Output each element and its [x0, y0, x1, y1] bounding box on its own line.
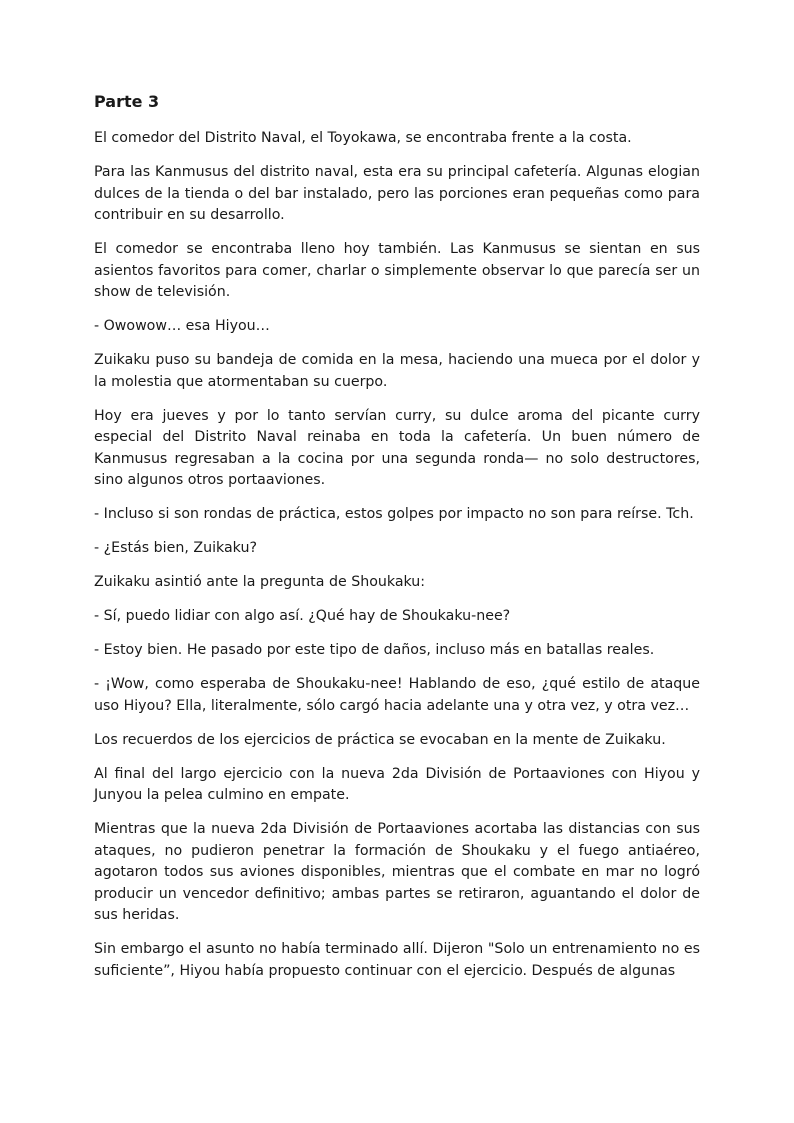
- dialogue-line: - Sí, puedo lidiar con algo así. ¿Qué hay de Shoukaku-nee?: [94, 608, 511, 624]
- dialogue-line: - Estoy bien. He pasado por este tipo de daños, incluso más en batallas reales.: [94, 642, 655, 658]
- paragraph: El comedor del Distrito Naval, el Toyokawa, se encontraba frente a la costa.: [94, 130, 632, 146]
- paragraph: Zuikaku puso su bandeja de comida en la mesa, haciendo una mueca por el dolor y la molestia que atormentaban su cuerpo.: [94, 352, 700, 390]
- paragraph: Hoy era jueves y por lo tanto servían curry, su dulce aroma del picante curry especial del Distrito Naval reinaba en toda la cafetería. Un buen número de Kanmusus regresaban a la cocina por una segunda ronda— no solo destructores, sino algunos otros portaaviones.: [94, 407, 700, 488]
- paragraph: Sin embargo el asunto no había terminado allí. Dijeron "Solo un entrenamiento no es suficiente”, Hiyou había propuesto continuar con el ejercicio. Después de algunas: [94, 941, 700, 979]
- dialogue-line: - ¡Wow, como esperaba de Shoukaku-nee! Hablando de eso, ¿qué estilo de ataque uso Hiyou? Ella, literalmente, sólo cargó hacia adelante una y otra vez, y otra vez…: [94, 676, 700, 714]
- dialogue-line: - Owowow… esa Hiyou…: [94, 318, 270, 334]
- paragraph: Zuikaku asintió ante la pregunta de Shoukaku:: [94, 574, 426, 590]
- paragraph: Mientras que la nueva 2da División de Portaaviones acortaba las distancias con sus ataques, no pudieron penetrar la formación de Shoukaku y el fuego antiaéreo, agotaron todos sus aviones disponibles, mientras que el combate en mar no logró producir un vencedor definitivo; ambas partes se retiraron, aguantando el dolor de sus heridas.: [94, 821, 700, 923]
- paragraph: Para las Kanmusus del distrito naval, esta era su principal cafetería. Algunas elogian dulces de la tienda o del bar instalado, pero las porciones eran pequeñas como para contribuir en su desarrollo.: [94, 164, 700, 223]
- section-heading: Parte 3: [94, 92, 160, 111]
- paragraph: El comedor se encontraba lleno hoy también. Las Kanmusus se sientan en sus asientos favoritos para comer, charlar o simplemente observar lo que parecía ser un show de televisión.: [94, 241, 700, 300]
- dialogue-line: - ¿Estás bien, Zuikaku?: [94, 540, 257, 556]
- dialogue-line: - Incluso si son rondas de práctica, estos golpes por impacto no son para reírse. Tch.: [94, 506, 694, 522]
- paragraph: Los recuerdos de los ejercicios de práctica se evocaban en la mente de Zuikaku.: [94, 731, 666, 748]
- paragraph: Al final del largo ejercicio con la nueva 2da División de Portaaviones con Hiyou y Junyou la pelea culmino en empate.: [94, 765, 700, 803]
- document-page: [94, 90, 700, 995]
